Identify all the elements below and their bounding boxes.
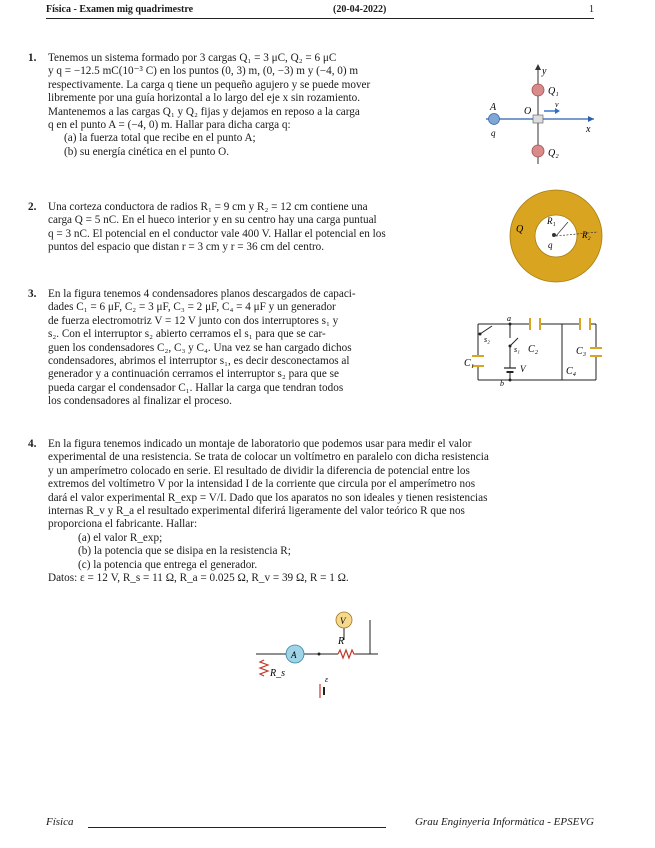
text-line: carga Q = 5 nC. En el hueco interior y en su centro hay una carga puntual [48, 214, 377, 227]
circuit-node-dot [318, 653, 321, 656]
text-line: puntos del espacio que distan r = 3 cm y r = 36 cm del centro. [48, 241, 325, 254]
text-line: condensadores, abrimos el interruptor s₁, es decir desconectamos al [48, 355, 350, 368]
ammeter-label: A [291, 650, 297, 660]
header-title: Física - Examen mig quadrimestre [46, 4, 194, 15]
shell-charge-label: Q [516, 224, 524, 235]
text-line: y q = −12.5 mC(10⁻³ C) en los puntos (0, 3) m, (0, −3) m y (−4, 0) m [48, 65, 359, 78]
text-line: proporciona el fabricante. Hallar: [48, 518, 198, 531]
text-line: de fuerza electromotriz V = 12 V junto con dos interruptores s₁ y [48, 314, 339, 327]
text-line: internas R_v y R_a el resultado experimental diferirá ligeramente del valor teórico R que nos [48, 505, 465, 518]
measurement-circuit-figure [252, 606, 392, 710]
s2-label: s₂ [484, 335, 490, 344]
problem-text [48, 438, 598, 585]
c3-label: C₃ [576, 346, 587, 357]
text-line: Mantenemos a las cargas Q₁ y Q₂ fijas y dejamos en reposo a la carga [48, 105, 360, 118]
center-charge-icon [552, 233, 556, 237]
problem-number: 2. [28, 201, 37, 213]
text-line: generador y a continuación cerramos el interruptor s₂ para que se [48, 368, 339, 381]
point-charge-label: q [548, 240, 553, 250]
resistor-r-label: R [338, 636, 345, 647]
point-a-label: A [490, 102, 497, 113]
node-b-dot [509, 379, 512, 382]
x-axis-arrow-icon [588, 116, 594, 122]
problem-text [48, 288, 448, 409]
text-line: experimental de una resistencia. Se trata de colocar un voltímetro en paralelo con dicha resistencia [48, 451, 489, 464]
generator-label: V [520, 364, 526, 374]
resistor-rs-label: R_s [270, 668, 285, 679]
capacitor-circuit-figure [458, 312, 604, 388]
r2-label: R₂ [582, 230, 591, 240]
text-line: y un amperímetro colocado en serie. El resultado de dividir la diferencia de potencial entre los [48, 464, 470, 477]
footer-degree: Grau Enginyeria Informàtica - EPSEVG [414, 816, 594, 828]
velocity-label: v [555, 100, 559, 109]
header-rule [46, 18, 594, 19]
s1-label: s₁ [514, 345, 520, 354]
y-axis-label: y [542, 66, 547, 77]
problem-text [48, 52, 458, 159]
header-page-number: 1 [589, 4, 594, 15]
charge-q-icon [489, 114, 500, 125]
text-line: En la figura tenemos indicado un montaje de laboratorio que podemos usar para medir el valor [48, 438, 472, 450]
sub-item-a: (a) el valor R_exp; [78, 531, 163, 544]
resistor-rs-icon [260, 660, 268, 676]
problem-number: 1. [28, 52, 37, 64]
origin-label: O [524, 106, 532, 117]
text-line: guen los condensadores C₂, C₃ y C₄. Una vez se han cargado dichos [48, 341, 352, 354]
c1-label: C₁ [464, 358, 475, 369]
sub-item-b: (b) la potencia que se disipa en la resistencia R; [78, 545, 291, 558]
node-a-label: a [507, 314, 511, 323]
resistor-r-icon [338, 650, 356, 658]
text-line: libremente por una guía horizontal a lo largo del eje x sin rozamiento. [48, 92, 361, 105]
text-line: q = 3 nC. El potencial en el conductor vale 400 V. Hallar el potencial en los [48, 227, 386, 240]
origin-marker [533, 115, 543, 123]
page-header [46, 4, 594, 18]
text-line: dará el valor experimental R_exp = V/I. Dado que los aparatos no son ideales y tienen resistencias [48, 491, 488, 504]
c4-label: C₄ [566, 366, 577, 377]
switch-s1-pivot [509, 345, 512, 348]
c2-label: C₂ [528, 344, 539, 355]
data-line: Datos: ε = 12 V, R_s = 11 Ω, R_a = 0.025 Ω, R_v = 39 Ω, R = 1 Ω. [48, 572, 349, 585]
q-label: q [491, 128, 496, 138]
sub-item-c: (c) la potencia que entrega el generador. [78, 558, 258, 571]
q1-label: Q₁ [548, 86, 559, 97]
emf-label: ε [325, 675, 329, 684]
voltmeter-label: V [340, 616, 346, 626]
problem-number: 4. [28, 438, 37, 450]
problem-number: 3. [28, 288, 37, 300]
charge-q1-icon [532, 84, 544, 96]
sub-item-b: (b) su energía cinética en el punto O. [64, 145, 230, 158]
node-b-label: b [500, 379, 504, 388]
q2-label: Q₂ [548, 148, 559, 159]
footer-rule [88, 827, 386, 828]
r1-label: R₁ [547, 216, 556, 226]
text-line: En la figura tenemos 4 condensadores planos descargados de capaci- [48, 288, 356, 300]
y-axis-arrow-icon [535, 64, 541, 70]
charge-q2-icon [532, 145, 544, 157]
text-line: dades C₁ = 6 μF, C₂ = 3 μF, C₃ = 2 μF, C₄ = 4 μF y un generador [48, 301, 336, 314]
charges-figure [478, 60, 598, 172]
page-footer [46, 816, 594, 832]
text-line: q en el punto A = (−4, 0) m. Hallar para dicha carga q: [48, 119, 291, 132]
switch-s2-icon [480, 326, 492, 334]
text-line: los condensadores al finalizar el proceso. [48, 395, 232, 408]
text-line: Una corteza conductora de radios R₁ = 9 cm y R₂ = 12 cm contiene una [48, 201, 368, 213]
text-line: s₂. Con el interruptor s₂ abierto cerramos el s₁ para que se car- [48, 328, 326, 341]
problem-text [48, 201, 498, 255]
text-line: Tenemos un sistema formado por 3 cargas Q₁ = 3 μC, Q₂ = 6 μC [48, 52, 337, 64]
sub-item-a: (a) la fuerza total que recibe en el punto A; [64, 132, 256, 145]
switch-s2-pivot [479, 333, 482, 336]
footer-subject: Física [46, 816, 74, 828]
x-axis-label: x [586, 124, 591, 135]
text-line: extremos del voltímetro V por la intensidad I de la corriente que circula por el amperímetro nos [48, 478, 476, 491]
header-date: (20-04-2022) [333, 4, 387, 15]
text-line: respectivamente. La carga q tiene un pequeño agujero y se puede mover [48, 78, 371, 91]
shell-figure [508, 188, 604, 284]
text-line: pueda cargar el condensador C₁. Hallar la carga que tendran todos [48, 381, 344, 394]
